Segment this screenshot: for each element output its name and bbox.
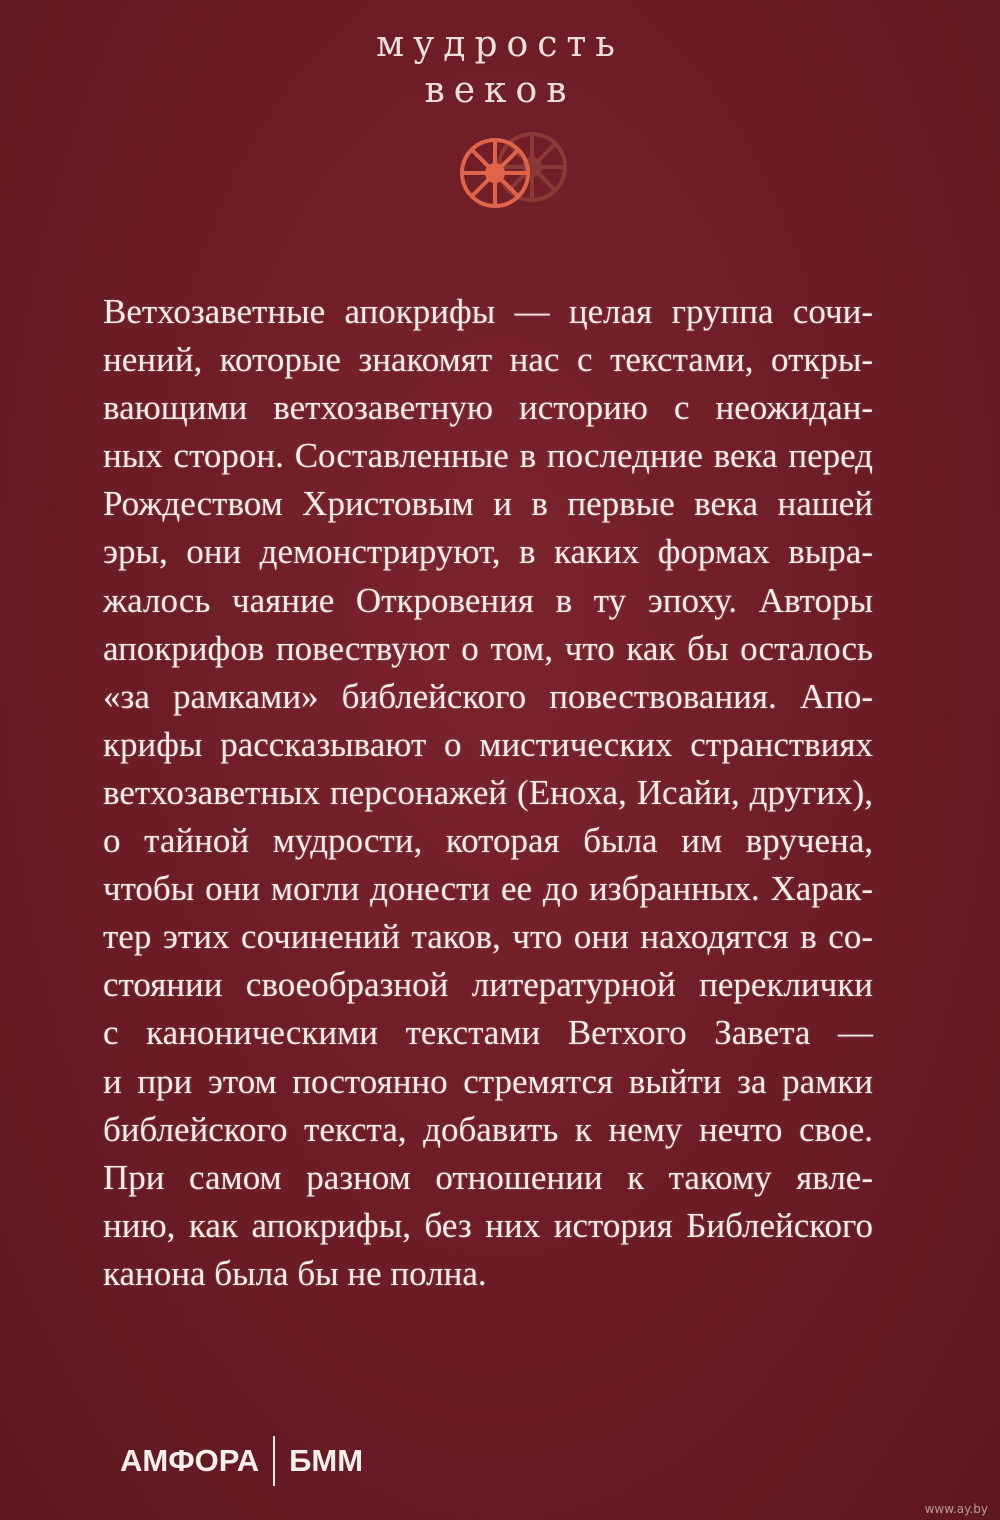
blurb-line: тер этих сочинений таков, что они находятся в со- (103, 917, 873, 957)
wheel-emblem-front (462, 140, 528, 206)
watermark: www.ay.by (924, 1502, 988, 1516)
series-title-line-2: веков (424, 70, 576, 111)
blurb-line: ных сторон. Составленные в последние века перед (103, 436, 873, 476)
blurb-line: вающими ветхозаветную историю с неожидан- (103, 388, 873, 428)
blurb-line: При самом разном отношении к такому явле- (103, 1157, 873, 1197)
blurb-text (103, 288, 873, 1298)
blurb-line: нений, которые знакомят нас с текстами, откры- (103, 340, 873, 380)
series-title (0, 22, 1000, 114)
blurb-line: библейского текста, добавить к нему нечто свое. (103, 1109, 873, 1149)
blurb-line: о тайной мудрости, которая была им вручена, (103, 821, 873, 861)
blurb-line: апокрифов повествуют о том, что как бы осталось (103, 628, 873, 668)
blurb-line: нию, как апокрифы, без них история Библейского (103, 1205, 873, 1245)
blurb-line: крифы рассказывают о мистических странствиях (103, 724, 873, 764)
blurb-line: Рождеством Христовым и в первые века нашей (103, 484, 873, 524)
publisher-logos (120, 1440, 363, 1482)
blurb-line: с каноническими текстами Ветхого Завета — (103, 1013, 873, 1053)
wheel-emblem-icon (450, 125, 575, 220)
publisher-amfora: АМФОРА (120, 1443, 260, 1478)
blurb-line: Ветхозаветные апокрифы — целая группа сочи- (103, 292, 873, 331)
blurb-line: жалось чаяние Откровения в ту эпоху. Авторы (103, 580, 873, 620)
publisher-divider (273, 1436, 275, 1486)
series-title-line-1: мудрость (376, 24, 624, 65)
blurb-line: стоянии своеобразной литературной переклички (103, 965, 873, 1005)
blurb-line: канона была бы не полна. (103, 1253, 487, 1293)
publisher-bmm: БММ (289, 1443, 364, 1478)
blurb-line: и при этом постоянно стремятся выйти за рамки (103, 1061, 873, 1101)
blurb-line: ветхозаветных персонажей (Еноха, Исайи, других), (103, 772, 873, 812)
blurb-line: чтобы они могли донести ее до избранных. Харак- (103, 869, 873, 909)
blurb-line: «за рамками» библейского повествования. Апо- (103, 676, 873, 716)
blurb-line: эры, они демонстрируют, в каких формах выра- (103, 532, 873, 572)
